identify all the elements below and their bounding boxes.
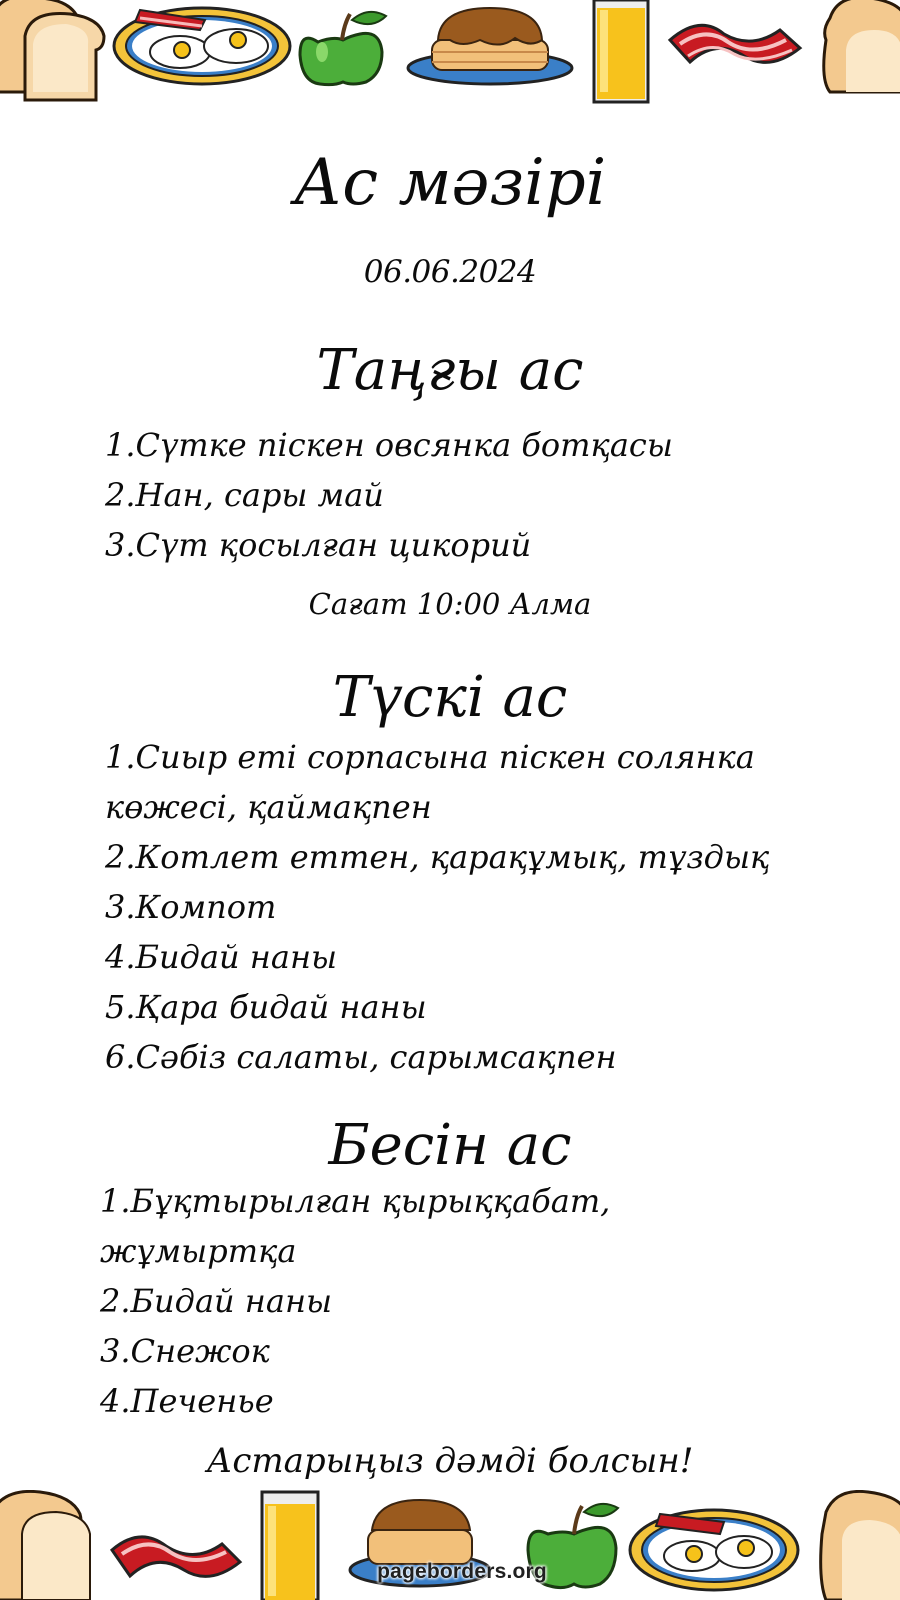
list-item: 4.Печенье xyxy=(100,1382,274,1420)
afternoon-list xyxy=(100,1176,660,1426)
lunch-heading: Түскі ас xyxy=(332,665,568,730)
list-item: 2.Нан, сары май xyxy=(105,476,384,514)
menu-date: 06.06.2024 xyxy=(363,254,537,290)
closing-wish: Астарыңыз дәмді болсын! xyxy=(206,1441,694,1481)
breakfast-heading: Таңғы ас xyxy=(316,338,584,403)
watermark: pageborders.org xyxy=(377,1560,547,1583)
afternoon-heading: Бесін ас xyxy=(328,1113,572,1178)
list-item: 1.Сиыр еті сорпасына піскен солянка көжесі, қаймақпен xyxy=(105,738,755,826)
page-title: Ас мәзірі xyxy=(293,146,607,220)
breakfast-list xyxy=(105,420,825,570)
list-item: 5.Қара бидай наны xyxy=(105,988,427,1026)
list-item: 2.Бидай наны xyxy=(100,1282,333,1320)
list-item: 1.Бұқтырылған қырыққабат, жұмыртқа xyxy=(100,1182,611,1270)
list-item: 1.Сүтке піскен овсянка ботқасы xyxy=(105,426,673,464)
list-item: 3.Сүт қосылған цикорий xyxy=(105,526,532,564)
list-item: 3.Компот xyxy=(105,888,277,926)
list-item: 2.Котлет еттен, қарақұмық, тұздық xyxy=(105,838,770,876)
lunch-list xyxy=(105,732,825,1082)
list-item: 3.Снежок xyxy=(100,1332,270,1370)
snack-note: Сағат 10:00 Алма xyxy=(308,587,592,621)
list-item: 6.Сәбіз салаты, сарымсақпен xyxy=(105,1038,617,1076)
list-item: 4.Бидай наны xyxy=(105,938,338,976)
